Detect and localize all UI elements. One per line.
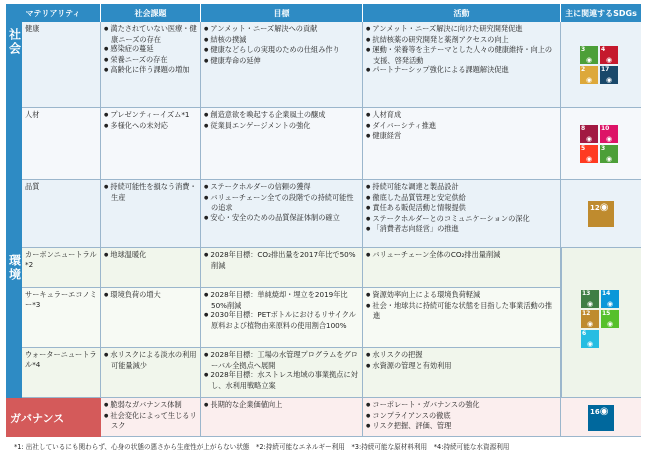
materiality-label: サーキュラーエコノミー*3 <box>25 290 97 309</box>
table-row <box>22 398 641 437</box>
header-materiality: マテリアリティ <box>6 4 101 22</box>
sdg-3-icon: 3 ◉ <box>580 46 598 64</box>
list-item: ● 感染症の蔓延 <box>104 44 197 55</box>
materiality-label: 人材 <box>25 110 40 119</box>
goals-cell <box>201 22 363 108</box>
goals-cell <box>201 348 363 398</box>
list-item: ● 持続可能性を損なう消費・生産 <box>104 182 197 202</box>
sdg-6-icon: 6 ◉ <box>581 330 599 348</box>
list-item: ● 健康寿命の延伸 <box>204 56 359 67</box>
sdg-15-icon: 15 ◉ <box>601 310 619 328</box>
sdg-cell <box>561 108 641 180</box>
list-item: ● 高齢化に伴う課題の増加 <box>104 65 197 76</box>
list-item: ● 満たされていない医療・健康ニーズの存在 <box>104 24 197 44</box>
sdg-4-icon: 4 ◉ <box>600 46 618 64</box>
activities-cell <box>363 288 561 348</box>
materiality-cell <box>22 248 101 288</box>
sdg-3-icon: 3 ◉ <box>600 145 618 163</box>
list-item: ● 多様化への未対応 <box>104 121 197 132</box>
category-social-label: 社会 <box>7 28 22 56</box>
sdg-17-icon: 17 ◉ <box>600 66 618 84</box>
table-row <box>22 288 641 348</box>
category-environment <box>6 248 22 398</box>
materiality-cell <box>22 180 101 248</box>
list-item: ● ステークホルダーとのコミュニケーションの深化 <box>366 214 557 225</box>
list-item: ● アンメット・ニーズ解決への貢献 <box>204 24 359 35</box>
issues-cell <box>101 108 201 180</box>
activities-cell <box>363 348 561 398</box>
sdg-cell <box>561 398 641 437</box>
list-item: ● バリューチェーン全ての段階での持続可能性の追求 <box>204 193 359 213</box>
issues-cell <box>101 288 201 348</box>
table-row <box>22 248 641 288</box>
list-item: ● 2030年目標：PETボトルにおけるリサイクル原料および植物由来原料の使用割合100% <box>204 310 359 330</box>
list-item: ● 結核の撲滅 <box>204 35 359 46</box>
issues-cell <box>101 248 201 288</box>
list-item: ● 長期的な企業価値向上 <box>204 400 359 411</box>
list-item: ● 責任ある販促活動と情報提供 <box>366 203 557 214</box>
sdg-13-icon: 13 ◉ <box>581 290 599 308</box>
list-item: ● ダイバーシティ推進 <box>366 121 557 132</box>
list-item: ● 健康などらしの実現のための仕組み作り <box>204 45 359 56</box>
goals-cell <box>201 288 363 348</box>
goals-cell <box>201 248 363 288</box>
issues-cell <box>101 348 201 398</box>
header-sdgs: 主に関連するSDGs <box>561 4 641 22</box>
list-item: ● 社会・地球共に持続可能な状態を目指した事業活動の推進 <box>366 301 557 321</box>
table-row <box>22 348 641 398</box>
list-item: ● 地球温暖化 <box>104 250 197 261</box>
list-item: ● 環境負荷の増大 <box>104 290 197 301</box>
list-item: ● 抗結核薬の研究開発と薬剤アクセスの向上 <box>366 35 557 46</box>
sdg-12-icon: 12 ◉ <box>581 310 599 328</box>
activities-cell <box>363 398 561 437</box>
issues-cell <box>101 398 201 437</box>
sdg-14-icon: 14 ◉ <box>601 290 619 308</box>
category-environment-label: 環境 <box>7 254 22 282</box>
activities-cell <box>363 22 561 108</box>
materiality-label: 健康 <box>25 24 40 33</box>
list-item: ● アンメット・ニーズ解決に向けた研究開発促進 <box>366 24 557 35</box>
materiality-cell <box>22 348 101 398</box>
list-item: ● コーポレート・ガバナンスの強化 <box>366 400 557 411</box>
sdg-cell <box>561 180 641 248</box>
sdg-box-environment <box>561 248 641 398</box>
list-item: ● 水リスクによる淡水の利用可能量減少 <box>104 350 197 370</box>
materiality-label: カーボンニュートラル*2 <box>25 250 97 269</box>
list-item: ● 2028年目標：水ストレス地域の事業拠点に対し、水利用戦略立案 <box>204 370 359 390</box>
list-item: ● 2028年目標：工場の水管理プログラムをグローバル全拠点へ展開 <box>204 350 359 370</box>
sdg-2-icon: 2 ◉ <box>580 66 598 84</box>
materiality-label: 品質 <box>25 182 40 191</box>
list-item: ● 「消費者志向経営」の推進 <box>366 224 557 235</box>
activities-cell <box>363 248 561 288</box>
table-row <box>22 180 641 248</box>
footnote: *1: 出社しているにも関わらず、心身の状態の悪さから生産性が上がらない状態 *2:持続可能なエネルギー利用 *3:持続可能な原材料利用 *4:持続可能な水資源利用 <box>14 443 510 451</box>
list-item: ● 水リスクの把握 <box>366 350 557 361</box>
list-item: ● 安心・安全のための品質保証体制の確立 <box>204 213 359 224</box>
list-item: ● 持続可能な調達と製品設計 <box>366 182 557 193</box>
issues-cell <box>101 180 201 248</box>
table-row <box>22 108 641 180</box>
table-row <box>22 22 641 108</box>
activities-cell <box>363 108 561 180</box>
list-item: ● 脆弱なガバナンス体制 <box>104 400 197 411</box>
category-governance-label: ガバナンス <box>6 398 101 437</box>
goals-cell <box>201 108 363 180</box>
issues-cell <box>101 22 201 108</box>
materiality-cell <box>22 288 101 348</box>
list-item: ● 社会変化によって生じるリスク <box>104 411 197 431</box>
list-item: ● ステークホルダーの信頼の獲得 <box>204 182 359 193</box>
list-item: ● 従業員エンゲージメントの強化 <box>204 121 359 132</box>
header-goal: 目標 <box>201 4 363 22</box>
sdg-8-icon: 8 ◉ <box>580 125 598 143</box>
header-activity: 活動 <box>363 4 561 22</box>
list-item: ● パートナーシップ強化による課題解決促進 <box>366 65 557 76</box>
list-item: ● 創造意欲を喚起する企業風土の醸成 <box>204 110 359 121</box>
list-item: ● 人材育成 <box>366 110 557 121</box>
list-item: ● バリューチェーン全体のCO₂排出量削減 <box>366 250 557 261</box>
list-item: ● リスク把握、評価、管理 <box>366 421 557 432</box>
goals-cell <box>201 180 363 248</box>
materiality-cell <box>22 108 101 180</box>
list-item: ● 栄養ニーズの存在 <box>104 55 197 66</box>
activities-cell <box>363 180 561 248</box>
goals-cell <box>201 398 363 437</box>
materiality-table <box>6 4 641 437</box>
list-item: ● 2028年目標：CO₂排出量を2017年比で50%削減 <box>204 250 359 270</box>
header-social-issue: 社会課題 <box>101 4 201 22</box>
sdg-16-icon: 16◉ <box>588 405 614 431</box>
category-social <box>6 22 22 248</box>
list-item: ● プレゼンティーイズム*1 <box>104 110 197 121</box>
list-item: ● 徹底した品質管理と安定供給 <box>366 193 557 204</box>
sdg-5-icon: 5 ◉ <box>580 145 598 163</box>
sdg-10-icon: 10 ◉ <box>600 125 618 143</box>
list-item: ● コンプライアンスの徹底 <box>366 411 557 422</box>
list-item: ● 2028年目標：単純焼却・埋立を2019年比50%削減 <box>204 290 359 310</box>
list-item: ● 運動・栄養等を主テーマとした人々の健康維持・向上の支援、啓発活動 <box>366 45 557 65</box>
list-item: ● 健康経営 <box>366 131 557 142</box>
sdg-cell <box>561 22 641 108</box>
materiality-label: ウォーターニュートラル*4 <box>25 350 97 369</box>
list-item: ● 資源効率向上による環境負荷軽減 <box>366 290 557 301</box>
list-item: ● 水資源の管理と有効利用 <box>366 361 557 372</box>
sdg-12-icon: 12◉ <box>588 201 614 227</box>
materiality-cell <box>22 22 101 108</box>
